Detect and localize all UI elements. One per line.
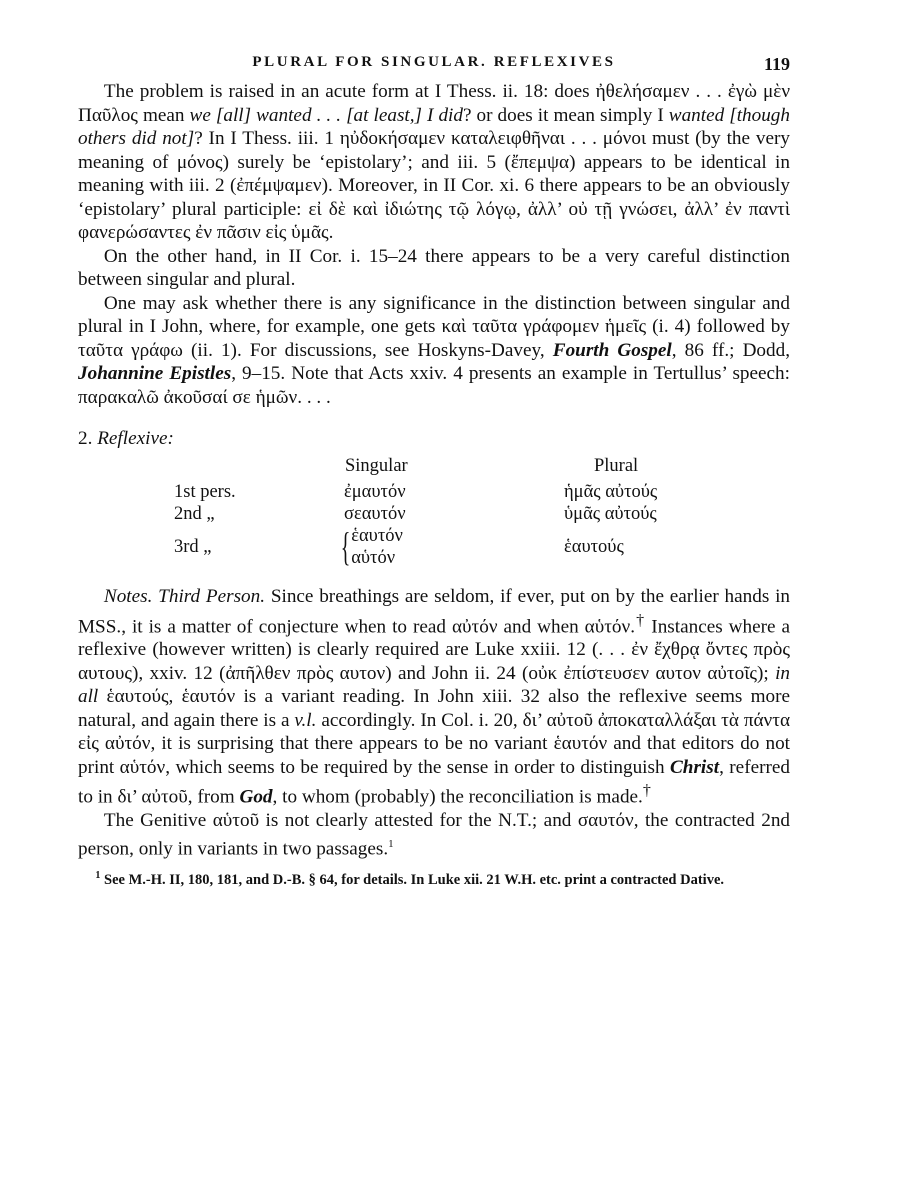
- text-run: .: [630, 615, 636, 637]
- text-run: we [all] wanted . . . [at least,] I did: [189, 104, 463, 126]
- footnote-reference: 1: [388, 837, 394, 850]
- plural-cell: ὑμᾶς αὐτούς: [564, 504, 657, 524]
- table-row: [174, 525, 657, 569]
- table-header-plural: Plural: [594, 456, 639, 476]
- text-run: is a variant reading. In John xiii. 32 also the reflexive seems more natural, and again there is a: [78, 686, 791, 731]
- text-run: , 86 ff.; Dodd,: [671, 339, 791, 361]
- person-cell: 2nd „: [174, 504, 215, 524]
- text-run: ? or does it mean simply I: [462, 104, 669, 126]
- text-run: , from: [187, 786, 240, 808]
- text-run: must (by the very meaning of: [78, 128, 790, 173]
- section-number: 2.: [78, 428, 93, 449]
- section-heading: [78, 427, 790, 451]
- text-run: On the other hand, in II Cor. i. 15–24 there appears to be a very careful distinction between singular and plural.: [78, 245, 790, 290]
- text-run: accordingly. In Col. i. 20,: [316, 709, 523, 731]
- table-header-row: [174, 455, 657, 481]
- text-run: καὶ ταῦτα γράφομεν ἡμεῖς: [441, 316, 647, 337]
- book-page: [78, 54, 790, 889]
- text-run: Christ: [670, 756, 720, 778]
- text-run: ) surely be ‘epistolary’; and iii. 5 (: [222, 151, 511, 173]
- singular-form: ἑαυτόν: [351, 526, 403, 546]
- text-run: God: [239, 786, 273, 808]
- text-run: Fourth Gospel: [552, 339, 672, 361]
- singular-cell: σεαυτόν: [344, 504, 406, 524]
- text-run: is not clearly attested for the N.T.; and: [259, 810, 578, 832]
- section-title: Reflexive: [97, 428, 168, 449]
- person-cell: 1st pers.: [174, 482, 236, 502]
- table-row: [174, 481, 657, 503]
- text-run: Instances where a reflexive (however written) is clearly required are Luke xxiii. 12 (. . .: [78, 615, 791, 661]
- text-run: mean: [137, 104, 190, 126]
- body-text: [78, 80, 790, 409]
- text-run: , it is surprising that there appears to be no variant: [150, 733, 554, 755]
- text-run: δι’ αὐτοῦ ἀποκαταλλάξαι τὰ πάντα εἰς αὐτόν: [78, 709, 790, 755]
- text-run: ἀπῆλθεν πρὸς αυτον: [225, 662, 386, 684]
- text-run: ἑαυτόν: [553, 733, 608, 755]
- text-run: Johannine Epistles: [78, 363, 232, 384]
- text-run: );: [756, 662, 776, 684]
- text-run: ἔπεμψα: [510, 151, 570, 173]
- paragraph: [78, 80, 790, 245]
- text-run: , 9–15. Note that Acts xxiv. 4 presents an example in Tertullus’ speech:: [231, 363, 790, 384]
- singular-cell: ἐμαυτόν: [344, 482, 406, 502]
- text-run: δι’ αὐτοῦ: [117, 786, 188, 808]
- footnote-reference: †: [642, 782, 651, 800]
- text-run: ) and John ii. 24 (: [385, 662, 529, 684]
- text-run: παρακαλῶ ἀκοῦσαί σε ἡμῶν. . . .: [78, 386, 331, 408]
- notes-text: [78, 585, 790, 861]
- paragraph: [78, 809, 790, 860]
- text-run: ηὐδοκήσαμεν καταλειφθῆναι . . . μόνοι: [339, 128, 647, 149]
- text-run: [98, 686, 106, 707]
- text-run: αὑτόν: [119, 756, 166, 778]
- table-header-person: [174, 455, 344, 481]
- text-run: ). Moreover, in II Cor. xi. 6 there appears to be an obviously ‘epistolary’ plural participle:: [78, 175, 790, 220]
- singular-cell: [340, 524, 564, 569]
- table-header-singular: Singular: [345, 456, 408, 476]
- footnote-marker: 1: [95, 869, 101, 881]
- text-run: Since breathings are seldom, if ever, put on by the earlier hands in MSS., it is a matter of conjecture when to read: [78, 586, 790, 637]
- table-row: [174, 503, 657, 525]
- text-run: and when: [497, 615, 585, 637]
- text-run: wanted [though others did not]: [78, 104, 790, 149]
- text-run: ), xxiv. 12 (: [131, 662, 226, 684]
- text-run: ἐν ἔχθρᾳ ὄντες πρὸς αυτους: [78, 639, 791, 684]
- singular-form: αὑτόν: [351, 548, 396, 568]
- paragraph: [78, 245, 790, 292]
- page-number: 119: [763, 54, 790, 74]
- text-run: (i. 4) followed by: [646, 316, 790, 337]
- text-run: μόνος: [176, 151, 223, 173]
- text-run: Notes. Third Person.: [103, 586, 266, 607]
- text-run: εἰ δὲ καὶ ἰδιώτης τῷ λόγῳ, ἀλλ’ οὐ τῇ γνώσει, ἀλλ’ ἐν παντὶ φανερώσαντες ἐν πᾶσιν εἰς ὑμᾶς.: [78, 198, 791, 243]
- text-run: , referred to in: [78, 756, 790, 808]
- text-run: The problem is raised in an acute form at I Thess. ii. 18: does: [103, 81, 596, 102]
- footnote-reference: †: [635, 611, 646, 629]
- section-colon: :: [167, 428, 174, 449]
- footnote-text: See M.-H. II, 180, 181, and D.-B. § 64, for details. In Luke xii. 21 W.H. etc. print a contracted Dative.: [104, 871, 725, 888]
- text-run: αὑτοῦ: [212, 810, 260, 832]
- running-head: [78, 54, 790, 80]
- plural-cell: ἑαυτούς: [564, 537, 624, 557]
- text-run: , which seems to be required by the sense in order to distinguish: [165, 756, 670, 778]
- text-run: , to whom (probably) the reconciliation is made.: [272, 786, 643, 808]
- text-run: ? In I Thess. iii. 1: [194, 128, 340, 149]
- text-run: in all: [78, 662, 790, 708]
- text-run: (ii. 1). For discussions, see Hoskyns-Davey,: [182, 339, 553, 361]
- text-run: and that editors do not print: [78, 733, 790, 778]
- paragraph: [78, 585, 790, 809]
- text-run: οὐκ ἐπίστευσεν αυτον αὐτοῖς: [528, 662, 757, 684]
- text-run: ) appears to be identical in meaning with iii. 2 (: [78, 151, 790, 196]
- text-run: ἐπέμψαμεν: [236, 175, 322, 196]
- text-run: , the contracted 2nd person, only in variants in two passages.: [78, 810, 791, 860]
- text-run: αὐτόν: [451, 615, 498, 637]
- left-brace-icon: {: [340, 524, 351, 569]
- text-run: One may ask whether there is any significance in the distinction between singular and plural in I John, where, for example, one gets: [78, 292, 790, 337]
- text-run: σαυτόν: [577, 810, 634, 832]
- text-run: ἠθελήσαμεν . . . ἐγὼ μὲν Παῦλος: [78, 81, 790, 126]
- plural-cell: ἡμᾶς αὐτούς: [564, 482, 658, 502]
- text-run: αὑτόν: [584, 615, 631, 637]
- paragraph: [78, 292, 790, 410]
- footnote: [78, 867, 790, 889]
- reflexive-table: [174, 455, 657, 569]
- text-run: v.l.: [294, 709, 317, 731]
- text-run: The Genitive: [103, 810, 213, 832]
- person-cell: 3rd „: [174, 537, 212, 557]
- running-title: PLURAL FOR SINGULAR. REFLEXIVES: [252, 54, 616, 70]
- text-run: ταῦτα γράφω: [78, 339, 183, 361]
- text-run: ἑαυτούς, ἑαυτόν: [106, 686, 236, 708]
